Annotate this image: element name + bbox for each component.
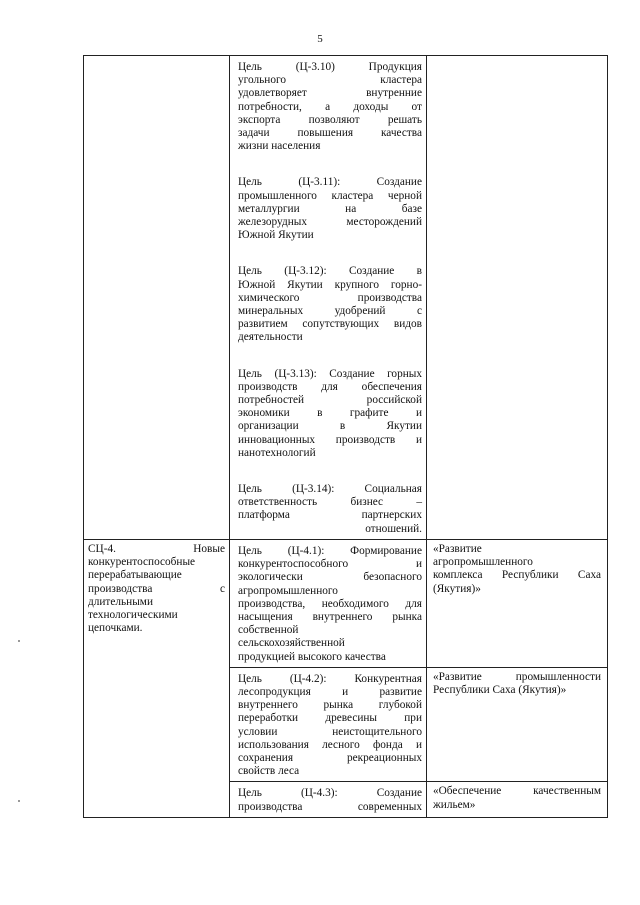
text-line: конкурентоспособные: [88, 556, 196, 569]
text-line: продукцией высокого качества: [238, 650, 386, 663]
text-line: инновационных производств и: [238, 433, 422, 446]
text-line: платформа партнерских: [238, 509, 422, 522]
text-line: химического производства: [238, 291, 422, 304]
text-line: железорудных месторождений: [238, 216, 422, 229]
text-line: промышленного кластера черной: [238, 189, 422, 202]
text-line: Южной Якутии крупного горно-: [238, 278, 422, 291]
goal-c3-13: [238, 368, 422, 460]
text-line: минеральных удобрений с: [238, 305, 422, 318]
text-line: угольного кластера: [238, 74, 422, 87]
text-line: СЦ-4. Новые: [88, 542, 225, 555]
text-line: свойств леса: [238, 765, 300, 778]
text-line: комплекса Республики Саха: [433, 569, 601, 582]
text-line: условии неистощительного: [238, 725, 422, 738]
text-line: производства с: [88, 582, 225, 595]
text-line: Цель (Ц-3.13): Создание горных: [238, 367, 422, 380]
text-line: производств для обеспечения: [238, 380, 422, 393]
goal-cell: [230, 667, 427, 782]
text-line: агропромышленного: [238, 584, 338, 597]
text-line: жизни населения: [238, 140, 321, 153]
text-line: (Якутия)»: [433, 582, 481, 595]
text-line: цепочками.: [88, 622, 143, 635]
text-line: металлургии на базе: [238, 202, 422, 215]
table-row: [84, 539, 608, 667]
text-line: экспорта позволяют решать: [238, 113, 422, 126]
goal-c4-2: [238, 673, 422, 779]
text-line: Цель (Ц-4.1): Формирование: [238, 544, 422, 557]
text-line: агропромышленного: [433, 556, 533, 569]
text-line: лесопродукция и развитие: [238, 685, 422, 698]
text-line: «Развитие промышленности: [433, 670, 601, 683]
table-row: [84, 56, 608, 540]
goal-c4-1: [238, 545, 422, 664]
program-cell: [427, 782, 608, 817]
text-line: Республики Саха (Якутия)»: [433, 683, 567, 696]
text-line: организации в Якутии: [238, 420, 422, 433]
text-line: производства, необходимого для: [238, 597, 422, 610]
text-line: перерабатывающие: [88, 569, 182, 582]
text-line: Цель (Ц-3.11): Создание: [238, 176, 422, 189]
text-line: отношений.: [365, 522, 422, 535]
text-line: Цель (Ц-3.14): Социальная: [238, 483, 422, 496]
scan-speck: [18, 640, 20, 642]
subgoal-cell: [84, 56, 230, 540]
goal-c4-3: [238, 787, 422, 813]
text-line: жильем»: [433, 798, 476, 811]
text-line: ответственность бизнес –: [238, 496, 422, 509]
text-line: конкурентоспособного и: [238, 558, 422, 571]
goal-c3-14: [238, 483, 422, 536]
goal-c3-10: [238, 61, 422, 153]
text-line: Цель (Ц-3.12): Создание в: [238, 265, 422, 278]
text-line: удовлетворяет внутренние: [238, 87, 422, 100]
text-line: «Развитие: [433, 542, 482, 555]
text-line: экономики в графите и: [238, 407, 422, 420]
text-line: потребностей российской: [238, 394, 422, 407]
text-line: Цель (Ц-4.2): Конкурентная: [238, 672, 422, 685]
goal-cell: [230, 782, 427, 817]
text-line: «Обеспечение качественным: [433, 785, 601, 798]
text-line: Цель (Ц-3.10) Продукция: [238, 61, 422, 73]
goal-cell: [230, 56, 427, 540]
text-line: собственной: [238, 624, 299, 637]
text-line: экологически безопасного: [238, 571, 422, 584]
program-cell: [427, 539, 608, 667]
text-line: длительными: [88, 595, 154, 608]
goal-c3-12: [238, 265, 422, 344]
strategy-goals-table: [83, 55, 608, 818]
text-line: производства современных: [238, 800, 422, 813]
text-line: сохранения рекреационных: [238, 751, 422, 764]
text-line: потребности, а доходы от: [238, 100, 422, 113]
subgoal-cell: [84, 539, 230, 817]
text-line: сельскохозяйственной: [238, 637, 345, 650]
text-line: Южной Якутии: [238, 229, 314, 242]
text-line: Цель (Ц-4.3): Создание: [238, 787, 422, 800]
program-cell: [427, 56, 608, 540]
text-line: развитием сопутствующих видов: [238, 318, 422, 331]
goal-c3-11: [238, 176, 422, 242]
text-line: нанотехнологий: [238, 446, 316, 459]
text-line: задачи повышения качества: [238, 127, 422, 140]
text-line: использования лесного фонда и: [238, 738, 422, 751]
text-line: насыщения внутреннего рынка: [238, 610, 422, 623]
goal-cell: [230, 539, 427, 667]
program-cell: [427, 667, 608, 782]
text-line: деятельности: [238, 331, 303, 344]
text-line: переработки древесины при: [238, 712, 422, 725]
scan-speck: [18, 800, 20, 802]
text-line: внутреннего рынка глубокой: [238, 699, 422, 712]
text-line: технологическими: [88, 608, 178, 621]
page-number: 5: [317, 33, 323, 45]
